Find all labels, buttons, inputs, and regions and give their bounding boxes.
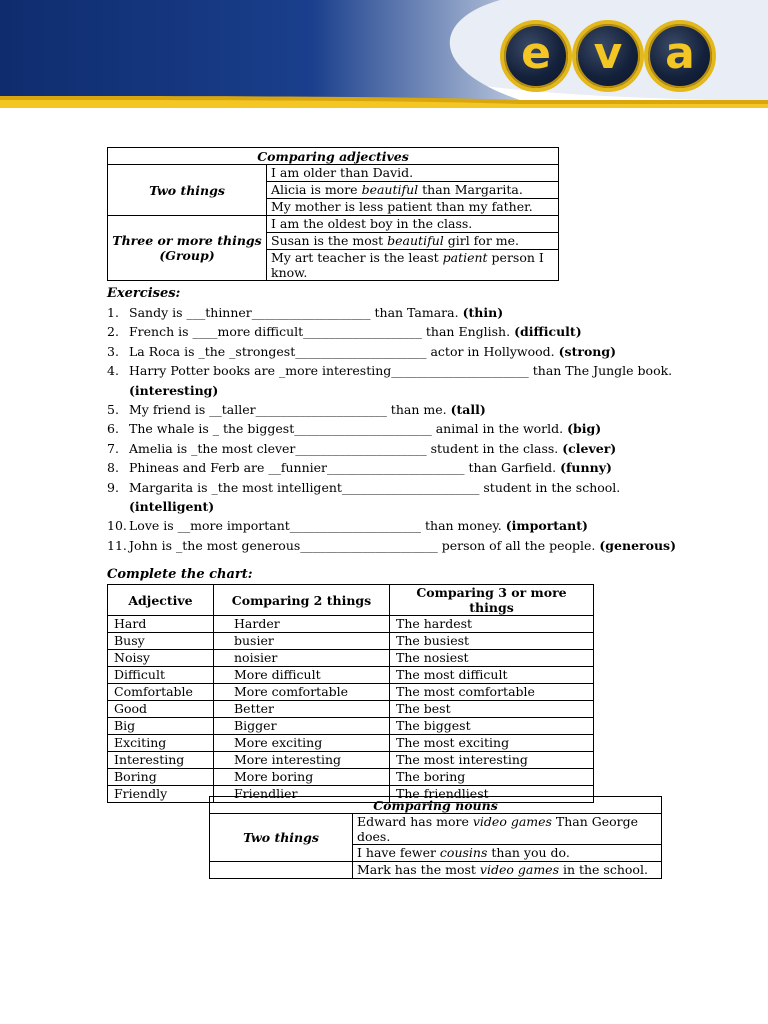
table-row bbox=[108, 769, 594, 786]
comparative-cell: More interesting bbox=[214, 752, 390, 769]
adjective-cell: Noisy bbox=[108, 650, 214, 667]
superlative-cell: The most interesting bbox=[390, 752, 594, 769]
exercise-text: Margarita is _the most intelligent______________________ student in the school. bbox=[129, 479, 621, 495]
example-sentence: I have fewer cousins than you do. bbox=[353, 845, 662, 862]
superlative-cell: The best bbox=[390, 701, 594, 718]
adjective-cell: Busy bbox=[108, 633, 214, 650]
exercise-text: My friend is __taller_____________________ than me. bbox=[129, 402, 447, 418]
exercise-hint: (difficult) bbox=[514, 324, 582, 340]
exercise-item bbox=[107, 536, 677, 555]
chart-heading: Complete the chart: bbox=[107, 567, 253, 582]
exercise-number: 9. bbox=[107, 479, 119, 495]
adjective-cell: Exciting bbox=[108, 735, 214, 752]
superlative-cell: The hardest bbox=[390, 616, 594, 633]
exercise-hint: (important) bbox=[505, 518, 588, 534]
exercise-item bbox=[107, 478, 667, 517]
example-sentence: My art teacher is the least patient person I know. bbox=[267, 250, 559, 281]
adjective-cell: Boring bbox=[108, 769, 214, 786]
exercise-number: 1. bbox=[107, 305, 119, 320]
exercise-item bbox=[107, 516, 667, 535]
exercise-number: 6. bbox=[107, 421, 119, 437]
comparing-adjectives-table bbox=[107, 147, 559, 281]
exercise-number: 10. bbox=[107, 518, 127, 534]
exercise-text: Harry Potter books are _more interesting______________________ than The Jungle book. bbox=[129, 363, 673, 379]
table-row bbox=[108, 165, 559, 182]
logo-e: e bbox=[500, 20, 572, 92]
comparative-cell: More exciting bbox=[214, 735, 390, 752]
exercise-text: John is _the most generous______________________ person of all the people. bbox=[129, 537, 596, 553]
group-label-three-or-more: Three or more things (Group) bbox=[108, 216, 267, 281]
example-sentence: Edward has more video games Than George does. bbox=[353, 814, 662, 845]
table-row bbox=[108, 701, 594, 718]
nouns-group-label: Two things bbox=[210, 814, 353, 862]
exercise-hint: (strong) bbox=[558, 343, 617, 359]
comparative-cell: busier bbox=[214, 633, 390, 650]
comparative-cell: More boring bbox=[214, 769, 390, 786]
chart-header-row bbox=[108, 585, 594, 616]
exercise-number: 2. bbox=[107, 324, 119, 340]
exercise-text: Sandy is ___thinner___________________ than Tamara. bbox=[129, 305, 459, 320]
exercise-item bbox=[107, 400, 667, 419]
comparing-nouns-table bbox=[209, 796, 662, 879]
superlative-cell: The most exciting bbox=[390, 735, 594, 752]
comparative-cell: More comfortable bbox=[214, 684, 390, 701]
table-row bbox=[108, 752, 594, 769]
exercise-text: Amelia is _the most clever_____________________ student in the class. bbox=[129, 440, 559, 456]
table-title-row bbox=[210, 797, 662, 814]
exercise-hint: (thin) bbox=[462, 305, 504, 320]
table-row bbox=[108, 616, 594, 633]
logo-v: v bbox=[572, 20, 644, 92]
table-row bbox=[210, 814, 662, 845]
adjectives-table-title: Comparing adjectives bbox=[108, 148, 559, 165]
exercises-heading: Exercises: bbox=[107, 286, 181, 301]
comparative-cell: More difficult bbox=[214, 667, 390, 684]
exercise-number: 8. bbox=[107, 460, 119, 476]
exercise-hint: (clever) bbox=[562, 440, 617, 456]
group-label-two-things: Two things bbox=[108, 165, 267, 216]
table-title-row bbox=[108, 148, 559, 165]
example-sentence: I am the oldest boy in the class. bbox=[267, 216, 559, 233]
example-sentence: I am older than David. bbox=[267, 165, 559, 182]
exercise-number: 5. bbox=[107, 402, 119, 418]
exercise-item bbox=[107, 439, 667, 458]
table-row bbox=[108, 650, 594, 667]
adjective-cell: Interesting bbox=[108, 752, 214, 769]
adjective-cell: Friendly bbox=[108, 786, 214, 803]
superlative-cell: The friendliest bbox=[390, 786, 594, 803]
exercise-item bbox=[107, 419, 667, 438]
example-sentence: Alicia is more beautiful than Margarita. bbox=[267, 182, 559, 199]
adjective-cell: Good bbox=[108, 701, 214, 718]
adjective-cell: Hard bbox=[108, 616, 214, 633]
superlative-cell: The busiest bbox=[390, 633, 594, 650]
column-header-comparing-3: Comparing 3 or more things bbox=[390, 585, 594, 616]
exercise-text: French is ____more difficult___________________ than English. bbox=[129, 324, 511, 340]
example-sentence: My mother is less patient than my father. bbox=[267, 199, 559, 216]
exercise-text: The whale is _ the biggest______________________ animal in the world. bbox=[129, 421, 564, 437]
superlative-cell: The boring bbox=[390, 769, 594, 786]
table-row bbox=[108, 633, 594, 650]
exercise-hint: (interesting) bbox=[129, 382, 219, 398]
exercise-hint: (generous) bbox=[599, 537, 677, 553]
comparative-cell: Better bbox=[214, 701, 390, 718]
adjective-cell: Big bbox=[108, 718, 214, 735]
table-row bbox=[108, 718, 594, 735]
exercise-number: 3. bbox=[107, 343, 119, 359]
adjective-cell: Difficult bbox=[108, 667, 214, 684]
logo-a: a bbox=[644, 20, 716, 92]
complete-the-chart-table bbox=[107, 584, 594, 803]
exercise-item bbox=[107, 303, 667, 322]
table-row bbox=[108, 667, 594, 684]
superlative-cell: The biggest bbox=[390, 718, 594, 735]
exercise-item bbox=[107, 322, 667, 341]
column-header-adjective: Adjective bbox=[108, 585, 214, 616]
superlative-cell: The most comfortable bbox=[390, 684, 594, 701]
exercise-hint: (big) bbox=[567, 421, 602, 437]
exercise-hint: (intelligent) bbox=[129, 499, 215, 515]
superlative-cell: The most difficult bbox=[390, 667, 594, 684]
empty-cell bbox=[210, 862, 353, 879]
example-sentence: Mark has the most video games in the school. bbox=[353, 862, 662, 879]
exercise-text: La Roca is _the _strongest_____________________ actor in Hollywood. bbox=[129, 343, 555, 359]
superlative-cell: The nosiest bbox=[390, 650, 594, 667]
table-row bbox=[108, 684, 594, 701]
exercise-hint: (tall) bbox=[450, 402, 486, 418]
exercise-list bbox=[107, 303, 677, 555]
exercise-text: Love is __more important_____________________ than money. bbox=[129, 518, 502, 534]
exercise-number: 7. bbox=[107, 440, 119, 456]
exercise-item bbox=[107, 361, 673, 400]
adjective-cell: Comfortable bbox=[108, 684, 214, 701]
table-row bbox=[108, 735, 594, 752]
nouns-table-title: Comparing nouns bbox=[210, 797, 662, 814]
exercise-text: Phineas and Ferb are __funnier______________________ than Garfield. bbox=[129, 460, 557, 476]
table-row bbox=[108, 216, 559, 233]
table-row bbox=[210, 862, 662, 879]
comparative-cell: Harder bbox=[214, 616, 390, 633]
exercise-hint: (funny) bbox=[560, 460, 612, 476]
comparative-cell: Friendlier bbox=[214, 786, 390, 803]
exercise-number: 11. bbox=[107, 537, 127, 553]
exercise-item bbox=[107, 458, 667, 477]
comparative-cell: Bigger bbox=[214, 718, 390, 735]
column-header-comparing-2: Comparing 2 things bbox=[214, 585, 390, 616]
example-sentence: Susan is the most beautiful girl for me. bbox=[267, 233, 559, 250]
exercise-number: 4. bbox=[107, 363, 119, 379]
comparative-cell: noisier bbox=[214, 650, 390, 667]
exercise-item bbox=[107, 342, 667, 361]
